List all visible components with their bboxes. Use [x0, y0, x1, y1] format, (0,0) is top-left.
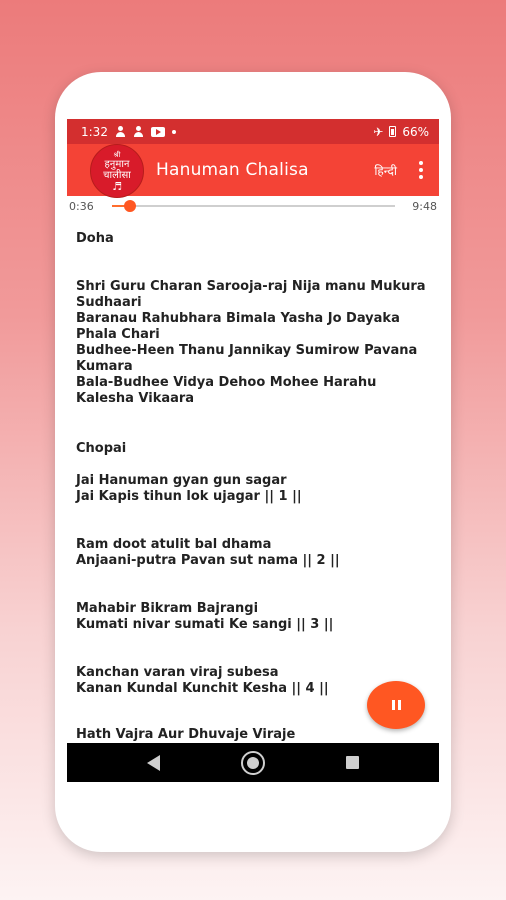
doha-line: Baranau Rahubhara Bimala Yasha Jo Dayaka Phala Chari — [76, 311, 400, 342]
verse-line: Mahabir Bikram Bajrangi — [76, 601, 259, 616]
language-button[interactable]: हिन्दी — [374, 163, 397, 178]
battery-icon — [389, 126, 396, 137]
pause-button[interactable] — [367, 681, 425, 729]
verse — [76, 727, 426, 743]
total-time: 9:48 — [412, 199, 437, 213]
navigation-bar — [67, 743, 439, 782]
doha-heading: Doha — [76, 231, 114, 246]
verse-line: Hath Vajra Aur Dhuvaje Viraje — [76, 727, 296, 742]
chopai-heading: Chopai — [76, 441, 127, 456]
verse-line: Jai Hanuman gyan gun sagar — [76, 473, 287, 488]
status-time: 1:32 — [81, 124, 108, 139]
person-icon — [133, 126, 144, 137]
person-icon — [115, 126, 126, 137]
verse-line: Jai Kapis tihun lok ujagar || 1 || — [76, 489, 302, 504]
app-bar — [67, 144, 439, 196]
seek-bar[interactable] — [112, 205, 395, 207]
doha-line: Shri Guru Charan Sarooja-raj Nija manu Mukura Sudhaari — [76, 279, 426, 310]
verse-line: Kanan Kundal Kunchit Kesha || 4 || — [76, 681, 329, 696]
battery-level: 66% — [402, 124, 429, 139]
logo-line-3: चालीसा — [103, 169, 131, 181]
current-time: 0:36 — [69, 199, 94, 213]
music-note-icon: ♬ — [112, 179, 122, 193]
verse — [76, 537, 426, 569]
verse — [76, 473, 426, 505]
verse — [76, 601, 426, 633]
youtube-icon — [151, 127, 165, 137]
app-logo — [90, 144, 144, 198]
audio-player — [67, 196, 439, 216]
verse-line: Anjaani-putra Pavan sut nama || 2 || — [76, 553, 340, 568]
more-options-icon[interactable] — [419, 161, 423, 179]
verse-line: Kanchan varan viraj subesa — [76, 665, 279, 680]
back-icon[interactable] — [147, 755, 160, 771]
dot-icon — [172, 130, 176, 134]
seek-bar-thumb[interactable] — [124, 200, 136, 212]
verse-line: Kumati nivar sumati Ke sangi || 3 || — [76, 617, 334, 632]
app-title: Hanuman Chalisa — [156, 160, 309, 180]
logo-line-2: हनुमान — [104, 158, 130, 170]
status-bar — [67, 119, 439, 144]
recents-icon[interactable] — [346, 756, 359, 769]
verse-line: Ram doot atulit bal dhama — [76, 537, 272, 552]
doha-stanza — [76, 279, 426, 407]
doha-line: Budhee-Heen Thanu Jannikay Sumirow Pavana Kumara — [76, 343, 418, 374]
logo-line-1: श्री — [113, 150, 121, 159]
pause-icon — [392, 700, 395, 710]
doha-line: Bala-Budhee Vidya Dehoo Mohee Harahu Kalesha Vikaara — [76, 375, 377, 406]
app-screen — [67, 119, 439, 782]
airplane-icon: ✈ — [373, 124, 384, 139]
home-icon[interactable] — [241, 751, 265, 775]
pause-icon-bar — [398, 700, 401, 710]
